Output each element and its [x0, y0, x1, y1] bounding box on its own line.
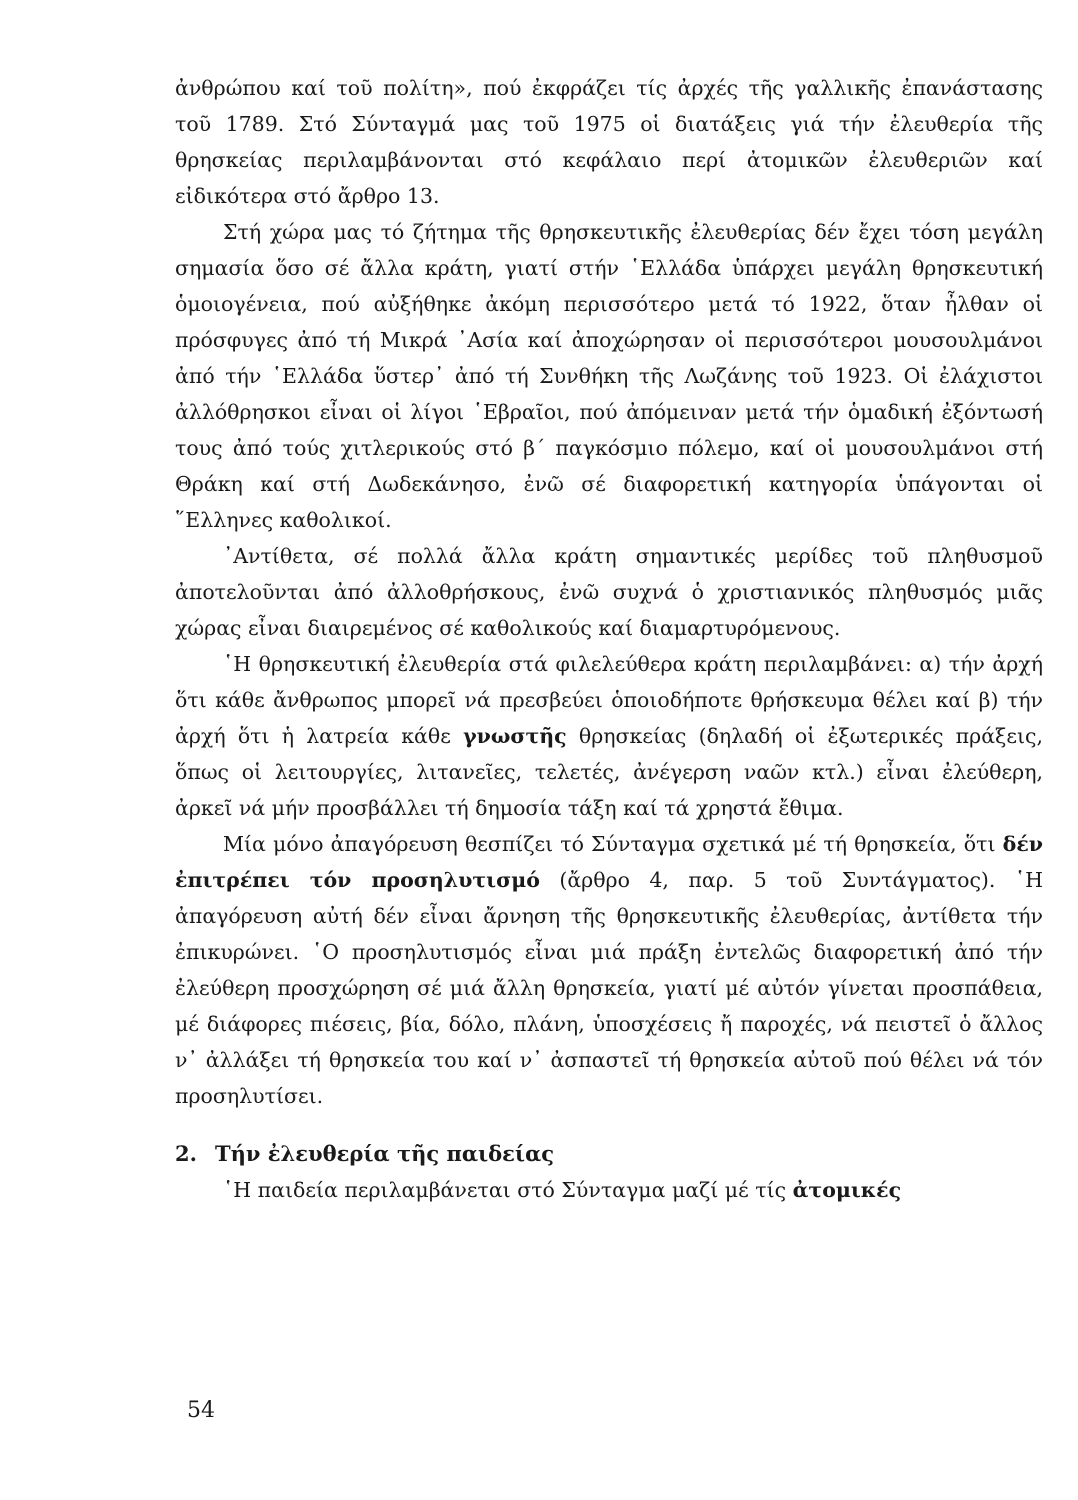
paragraph-text: Στή χώρα μας τό ζήτημα τῆς θρησκευτικῆς ἐλευθερίας δέν ἔχει τόση μεγάλη σημασία ὅσο σέ ἄλλα κράτη, γιατί στήν ῾Ελλάδα ὑπάρχει μεγάλη θρησκευτική ὁμοιογένεια, πού αὐξήθηκε ἀκόμη περισσότερο μετά τό 1922, ὅταν ἦλθαν οἱ πρόσφυγες ἀπό τή Μικρά ᾿Ασία καί ἀποχώρησαν οἱ περισσότεροι μουσουλμάνοι ἀπό τήν ῾Ελλάδα ὕστερ᾿ ἀπό τή Συνθήκη τῆς Λωζάνης τοῦ 1923. Οἱ ἐλάχιστοι ἀλλόθρησκοι εἶναι οἱ λίγοι ῾Εβραῖοι, πού ἀπόμειναν μετά τήν ὁμαδική ἐξόντωσή τους ἀπό τούς χιτλερικούς στό β´ παγκόσμιο πόλεμο, καί οἱ μουσουλμάνοι στή Θράκη καί στή Δωδεκάνησο, ἐνῶ σέ διαφορετική κατηγορία ὑπάγονται οἱ ῞Ελληνες καθολικοί.: [175, 220, 1043, 532]
section-heading: [175, 1136, 1043, 1172]
paragraph-text: Μία μόνο ἀπαγόρευση θεσπίζει τό Σύνταγμα σχετικά μέ τή θρησκεία, ὅτι: [223, 832, 1003, 856]
page-number: 54: [187, 1398, 215, 1423]
paragraph-text: ῾Η παιδεία περιλαμβάνεται στό Σύνταγμα μαζί μέ τίς: [223, 1178, 793, 1202]
paragraph-text: ᾿Αντίθετα, σέ πολλά ἄλλα κράτη σημαντικές μερίδες τοῦ πληθυσμοῦ ἀποτελοῦνται ἀπό ἀλλοθρήσκους, ἐνῶ συχνά ὁ χριστιανικός πληθυσμός μιᾶς χώρας εἶναι διαιρεμένος σέ καθολικούς καί διαμαρτυρόμενους.: [175, 544, 1043, 640]
bold-text: γνωστῆς: [463, 724, 567, 748]
paragraph-text: θρησκείας (δηλαδή οἱ ἐξωτερικές πράξεις, ὅπως οἱ λειτουργίες, λιτανεῖες, τελετές, ἀνέγερση ναῶν κτλ.) εἶναι ἐλεύθερη, ἀρκεῖ νά μήν προσβάλλει τή δημοσία τάξη καί τά χρηστά ἔθιμα.: [175, 724, 1043, 820]
paragraph: [175, 1172, 1043, 1208]
page-body: [175, 70, 1043, 1208]
paragraph: [175, 214, 1043, 538]
paragraph: [175, 826, 1043, 1114]
bold-text: ἀτομικές: [792, 1178, 902, 1202]
last-paragraph: [175, 1172, 1043, 1208]
paragraph: [175, 646, 1043, 826]
bold-text: δέν ἐπιτρέπει τόν προσηλυτισμό: [175, 832, 1043, 892]
paragraph-text: ἀνθρώπου καί τοῦ πολίτη», πού ἐκφράζει τίς ἀρχές τῆς γαλλικῆς ἐπανάστασης τοῦ 1789. Στό Σύνταγμά μας τοῦ 1975 οἱ διατάξεις γιά τήν ἐλευθερία τῆς θρησκείας περιλαμβάνονται στό κεφάλαιο περί ἀτομικῶν ἐλευθεριῶν καί εἰδικότερα στό ἄρθρο 13.: [175, 76, 1043, 208]
paragraph: [175, 538, 1043, 646]
section-number: 2.: [175, 1141, 197, 1166]
section-title: Τήν ἐλευθερία τῆς παιδείας: [215, 1141, 555, 1166]
paragraph-text: ῾Η θρησκευτική ἐλευθερία στά φιλελεύθερα κράτη περιλαμβάνει: α) τήν ἀρχή ὅτι κάθε ἄνθρωπος μπορεῖ νά πρεσβεύει ὁποιοδήποτε θρήσκευμα θέλει καί β) τήν ἀρχή ὅτι ἡ λατρεία κάθε: [175, 652, 1043, 748]
paragraph-text: (ἄρθρο 4, παρ. 5 τοῦ Συντάγματος). ῾Η ἀπαγόρευση αὐτή δέν εἶναι ἄρνηση τῆς θρησκευτικῆς ἐλευθερίας, ἀντίθετα τήν ἐπικυρώνει. ῾Ο προσηλυτισμός εἶναι μιά πράξη ἐντελῶς διαφορετική ἀπό τήν ἐλεύθερη προσχώρηση σέ μιά ἄλλη θρησκεία, γιατί μέ αὐτόν γίνεται προσπάθεια, μέ διάφορες πιέσεις, βία, δόλο, πλάνη, ὑποσχέσεις ἤ παροχές, νά πειστεῖ ὁ ἄλλος ν᾿ ἀλλάξει τή θρησκεία του καί ν᾿ ἀσπαστεῖ τή θρησκεία αὐτοῦ πού θέλει νά τόν προσηλυτίσει.: [175, 868, 1043, 1108]
paragraph: [175, 70, 1043, 214]
text-body: [175, 70, 1043, 1114]
